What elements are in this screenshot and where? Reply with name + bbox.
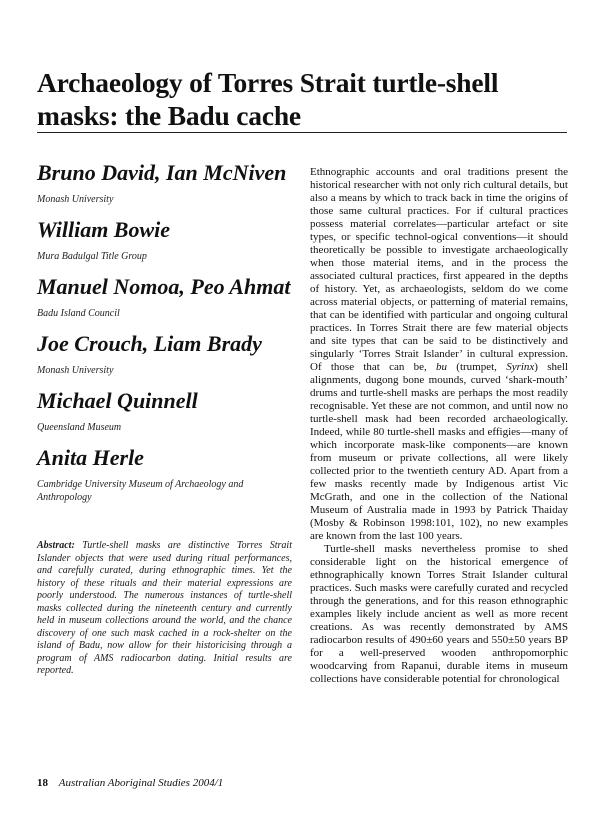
body-term-syrinx: Syrinx [506, 361, 535, 373]
author-name: Manuel Nomoa, Peo Ahmat [37, 274, 291, 299]
author-block [37, 160, 295, 206]
author-affiliation: Monash University [37, 365, 114, 376]
author-affiliation: Monash University [37, 194, 114, 205]
author-affiliation: Badu Island Council [37, 308, 120, 319]
author-block [37, 388, 295, 434]
author-name: Bruno David, Ian McNiven [37, 160, 287, 185]
title-divider [37, 132, 567, 133]
abstract-text: Turtle-shell masks are distinctive Torres Strait Islander objects that were used during ritual performances, and carefully curated, during ethnographic times. Yet the history of these rituals and their material expressions are poorly understood. The numerous instances of turtle-shell masks collected during the nineteenth century and currently held in museum collections around the world, and the chance discovery of one such mask cached in a rock-shelter on the island of Badu, now allow for their historicising through a program of AMS radiocarbon dating. Initial results are reported. [37, 540, 292, 676]
page-footer [37, 776, 223, 790]
author-name: Joe Crouch, Liam Brady [37, 331, 262, 356]
author-affiliation: Queensland Museum [37, 422, 122, 433]
author-affiliation: Cambridge University Museum of Archaeology and Anthropology [37, 479, 244, 503]
page-number: 18 [37, 777, 48, 789]
body-paragraph [310, 166, 568, 543]
author-affiliation: Mura Badulgal Title Group [37, 251, 147, 262]
author-block [37, 217, 295, 263]
abstract [37, 540, 292, 678]
article-title: Archaeology of Torres Strait turtle-shell masks: the Badu cache [37, 67, 499, 131]
journal-citation: Australian Aboriginal Studies 2004/1 [58, 777, 224, 789]
body-term-bu: bu [436, 361, 448, 373]
author-name: Michael Quinnell [37, 388, 198, 413]
body-text-run: (trumpet, [447, 361, 507, 373]
body-text [310, 166, 568, 686]
abstract-label: Abstract: [37, 540, 75, 551]
body-text-run: ) shell alignments, dugong bone mounds, curved ‘shark-mouth’ drums and turtle-shell masks are perhaps the most readily recognisable. Yet these are not common, and until now no turtle-shell mask had been recorded archaeologically. Indeed, while 80 turtle-shell masks and effigies—many of which incorporate mask-like components—are known from museum or private collections, all were likely collected prior to the twentieth century AD. Apart from a few masks recently made by Indigenous artist Vic McGrath, and one in the collection of the National Museum of Australia made in 1993 by Patrick Thaiday (Mosby & Robinson 1998:101, 102), no new examples are known from the last 100 years. [310, 361, 568, 542]
author-block [37, 274, 295, 320]
body-paragraph: Turtle-shell masks nevertheless promise to shed considerable light on the historical emergence of ethnographically known Torres Strait Islander cultural practices. Such masks were carefully curated and recycled through the generations, and for this reason ethnographic examples likely include ancient as well as more recent creations. As was recently demonstrated by AMS radiocarbon results of 490±60 years and 550±50 years BP for a well-preserved wooden anthropomorphic woodcarving from Rapanui, durable items in museum collections have considerable potential for chronological [310, 543, 568, 685]
author-block [37, 331, 295, 377]
author-name: William Bowie [37, 217, 171, 242]
author-name: Anita Herle [37, 445, 144, 470]
body-text-run: Ethnographic accounts and oral traditions present the historical researcher with not only rich cultural details, but also a means by which to track back in time the origins of those same cultural practices. For if cultural practices possess material correlates—particular artefact or site types, or specific technol-ogical conventions—it should theoretically be possible to investigate archaeologically when those material items, and in the process the associated cultural practices, first appeared in the depths of history. Yet, as archaeologists, seldom do we come across material objects, or patterning of material remains, that can be identified with particular and ongoing cultural practices. In Torres Strait there are few material objects and site types that can be said to be distinctively and singularly ‘Torres Strait Islander’ in cultural expression. Of those that can be, [310, 166, 568, 373]
author-list [37, 160, 295, 515]
author-block [37, 445, 295, 504]
